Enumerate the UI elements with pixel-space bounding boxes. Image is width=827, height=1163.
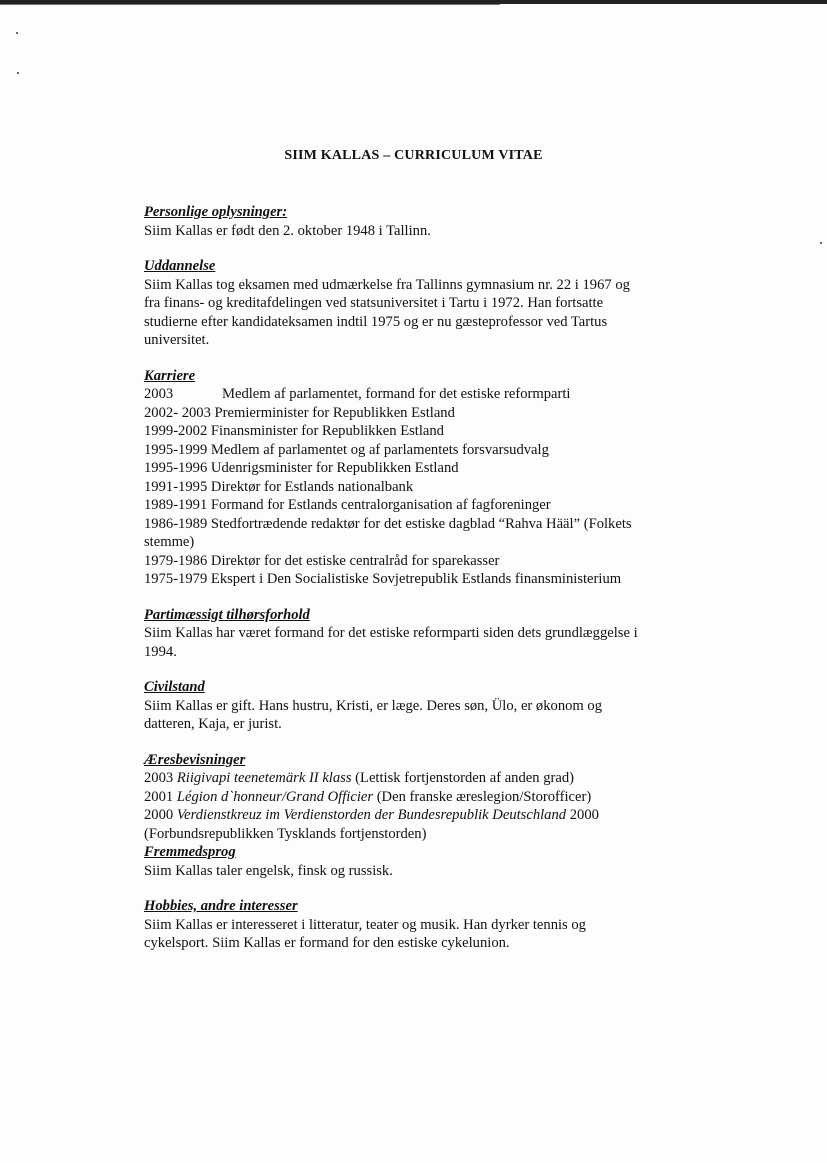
civil-line: datteren, Kaja, er jurist. [144, 716, 282, 732]
career-text: Finansminister for Republikken Estland [210, 423, 444, 439]
hobbies-line: Siim Kallas er interesseret i litteratur, teater og musik. Han dyrker tennis og [144, 916, 586, 933]
section-hobbies [144, 897, 684, 953]
section-heading: Partimæssigt tilhørsforhold [144, 606, 310, 623]
section-honours [144, 751, 684, 844]
honour-description: (Lettisk fortjenstorden af anden grad) [351, 770, 574, 786]
section-education [144, 257, 684, 350]
section-heading: Hobbies, andre interesser [144, 898, 298, 914]
career-year: 1995-1996 [144, 460, 208, 476]
career-year: 1999-2002 [144, 423, 208, 439]
honour-row [144, 769, 684, 788]
career-year: 1986-1989 [144, 515, 208, 532]
career-text: Direktør for Estlands nationalbank [210, 478, 414, 495]
career-year: 1989-1991 [144, 497, 208, 513]
career-row-continuation [144, 533, 684, 552]
honour-year: 2003 [144, 770, 174, 786]
career-row [144, 459, 684, 478]
education-line: Siim Kallas tog eksamen med udmærkelse fra Tallinns gymnasium nr. 22 i 1967 og [144, 276, 630, 293]
scan-speck [17, 72, 19, 74]
section-heading: Karriere [144, 367, 196, 384]
honour-name: Riigivapi teenetemärk II klass [176, 770, 352, 786]
career-year: 1979-1986 [144, 552, 208, 569]
personal-text: Siim Kallas er født den 2. oktober 1948 i Tallinn. [144, 222, 431, 239]
scan-speck [16, 32, 18, 34]
career-text: Ekspert i Den Socialistiske Sovjetrepublik Estlands finansministerium [210, 571, 622, 587]
top-scan-edge-thin [0, 4, 500, 5]
honour-row [144, 788, 684, 807]
hobbies-line: cykelsport. Siim Kallas er formand for den estiske cykelunion. [144, 935, 510, 951]
career-text: stemme) [144, 534, 195, 550]
section-career [144, 367, 684, 589]
section-heading: Personlige oplysninger: [144, 204, 288, 220]
career-year: 1975-1979 [144, 571, 208, 587]
page-title: SIIM KALLAS – CURRICULUM VITAE [284, 148, 543, 163]
career-row [144, 441, 684, 460]
civil-line: Siim Kallas er gift. Hans hustru, Kristi, er læge. Deres søn, Ülo, er økonom og [144, 697, 603, 714]
career-year: 1991-1995 [144, 478, 208, 495]
career-row [144, 478, 684, 497]
party-line: Siim Kallas har været formand for det estiske reformparti siden dets grundlæggelse i [144, 625, 638, 641]
career-row [144, 515, 684, 534]
section-heading: Civilstand [144, 679, 205, 695]
section-heading: Uddannelse [144, 258, 216, 274]
honour-year: 2000 [144, 807, 174, 823]
languages-text: Siim Kallas taler engelsk, finsk og russisk. [144, 862, 393, 879]
career-text: Medlem af parlamentet og af parlamentets forsvarsudvalg [210, 441, 549, 458]
career-text: Medlem af parlamentet, formand for det estiske reformparti [222, 386, 571, 402]
education-line: fra finans- og kreditafdelingen ved statsuniversitet i Tartu i 1972. Han fortsatte [144, 295, 604, 311]
honour-continuation: (Forbundsrepublikken Tysklands fortjenstorden) [144, 825, 427, 842]
career-text: Stedfortrædende redaktør for det estiske dagblad “Rahva Hääl” (Folkets [210, 515, 632, 532]
career-text: Formand for Estlands centralorganisation af fagforeninger [210, 497, 551, 513]
career-text: Direktør for det estiske centralråd for sparekasser [210, 552, 500, 569]
career-row [144, 570, 684, 589]
career-row [144, 385, 684, 404]
career-row [144, 422, 684, 441]
honour-description: (Den franske æreslegion/Storofficer) [373, 788, 592, 805]
career-year: 1995-1999 [144, 441, 208, 458]
honour-name: Légion d`honneur/Grand Officier [176, 788, 374, 805]
scan-speck [820, 242, 822, 244]
honour-row [144, 806, 684, 825]
education-line: studierne efter kandidateksamen indtil 1975 og er nu gæsteprofessor ved Tartus [144, 313, 608, 330]
career-row [144, 404, 684, 423]
career-text: Udenrigsminister for Republikken Estland [210, 460, 459, 476]
party-line: 1994. [144, 643, 177, 660]
career-year: 2002- 2003 [144, 404, 211, 421]
section-party [144, 606, 684, 662]
honour-year: 2001 [144, 788, 174, 805]
section-heading: Æresbevisninger [144, 751, 246, 768]
career-year: 2003 [144, 386, 174, 402]
honour-description: 2000 [566, 807, 599, 823]
education-line: universitet. [144, 332, 210, 348]
section-heading: Fremmedsprog [144, 844, 236, 860]
section-civil [144, 678, 684, 734]
career-text: Premierminister for Republikken Estland [214, 404, 455, 421]
career-row [144, 496, 684, 515]
section-languages [144, 843, 684, 880]
section-personal [144, 203, 684, 240]
career-row [144, 552, 684, 571]
cv-body [144, 203, 684, 970]
honour-name: Verdienstkreuz im Verdienstorden der Bundesrepublik Deutschland [176, 807, 567, 823]
